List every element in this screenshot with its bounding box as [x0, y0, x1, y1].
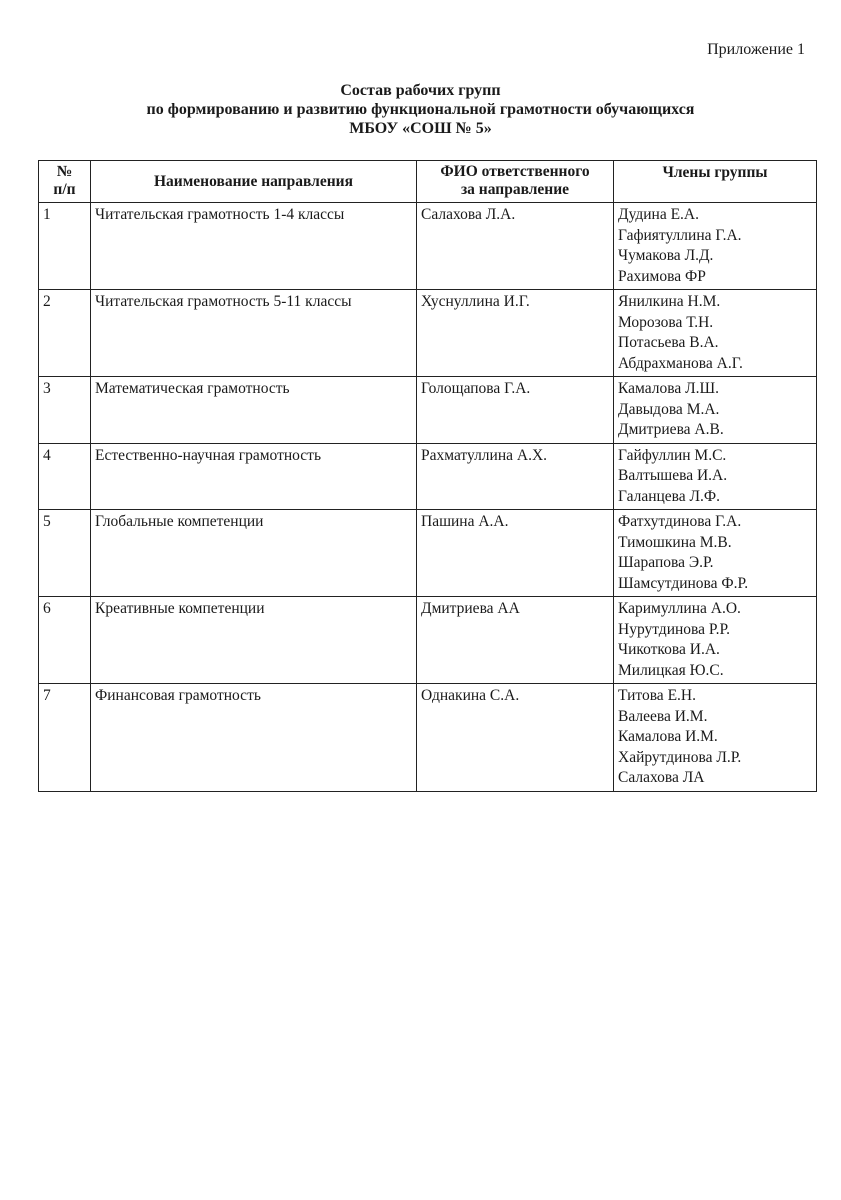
member-name: Хайрутдинова Л.Р. — [618, 748, 742, 766]
member-name: Титова Е.Н. — [618, 687, 696, 704]
member-name: Камалова Л.Ш. — [618, 380, 719, 397]
table-row — [39, 203, 817, 290]
member-name: Гафиятуллина Г.А. — [618, 226, 742, 244]
member-name: Давыдова М.А. — [618, 400, 720, 418]
direction-name-cell: Глобальные компетенции — [91, 510, 417, 597]
table-header-row — [39, 161, 817, 203]
members-cell — [614, 684, 817, 792]
appendix-label: Приложение 1 — [707, 41, 805, 58]
member-name: Гайфуллин М.С. — [618, 446, 727, 464]
responsible-cell: Голощапова Г.А. — [417, 377, 614, 444]
title-line-3: МБОУ «СОШ № 5» — [349, 120, 492, 137]
direction-name-cell: Финансовая грамотность — [91, 684, 417, 792]
header-num — [39, 161, 91, 203]
member-name: Милицкая Ю.С. — [618, 661, 724, 679]
responsible-cell: Рахматуллина А.Х. — [417, 443, 614, 510]
direction-name-cell: Читательская грамотность 5-11 классы — [91, 290, 417, 377]
responsible-cell: Пашина А.А. — [417, 510, 614, 597]
member-name: Янилкина Н.М. — [618, 293, 721, 310]
table-row — [39, 510, 817, 597]
member-name: Дудина Е.А. — [618, 206, 699, 223]
member-name: Валеева И.М. — [618, 707, 708, 725]
responsible-cell: Салахова Л.А. — [417, 203, 614, 290]
row-number-cell: 2 — [39, 290, 91, 377]
member-name: Валтышева И.А. — [618, 467, 728, 484]
table-body — [39, 203, 817, 792]
member-name: Морозова Т.Н. — [618, 313, 714, 331]
member-name: Шарапова Э.Р. — [618, 554, 714, 571]
table-row — [39, 597, 817, 684]
direction-name-cell: Математическая грамотность — [91, 377, 417, 444]
responsible-cell: Дмитриева АА — [417, 597, 614, 684]
member-name: Салахова ЛА — [618, 769, 705, 786]
member-name: Шамсутдинова Ф.Р. — [618, 574, 749, 592]
header-responsible — [417, 161, 614, 203]
table-row — [39, 684, 817, 792]
header-responsible-line-2: за направление — [460, 181, 570, 198]
member-name: Камалова И.М. — [618, 728, 718, 745]
header-num-line-2: п/п — [53, 181, 76, 198]
member-name: Рахимова ФР — [618, 267, 706, 285]
row-number-cell: 5 — [39, 510, 91, 597]
members-cell — [614, 203, 817, 290]
members-cell — [614, 377, 817, 444]
direction-name-cell: Креативные компетенции — [91, 597, 417, 684]
member-name: Абдрахманова А.Г. — [618, 354, 743, 372]
row-number-cell: 6 — [39, 597, 91, 684]
row-number-cell: 7 — [39, 684, 91, 792]
member-name: Чикоткова И.А. — [618, 641, 720, 658]
table-row — [39, 443, 817, 510]
title-line-1: Состав рабочих групп — [340, 82, 501, 99]
member-name: Нурутдинова Р.Р. — [618, 620, 731, 638]
responsible-cell: Хуснуллина И.Г. — [417, 290, 614, 377]
members-cell — [614, 290, 817, 377]
responsible-cell: Однакина С.А. — [417, 684, 614, 792]
members-cell — [614, 443, 817, 510]
member-name: Каримуллина А.О. — [618, 600, 741, 617]
header-responsible-line-1: ФИО ответственного — [440, 163, 590, 180]
header-num-line-1: № — [56, 163, 73, 180]
row-number-cell: 1 — [39, 203, 91, 290]
member-name: Фатхутдинова Г.А. — [618, 513, 742, 530]
table-row — [39, 290, 817, 377]
member-name: Потасьева В.А. — [618, 334, 719, 351]
row-number-cell: 4 — [39, 443, 91, 510]
direction-name-cell: Читательская грамотность 1-4 классы — [91, 203, 417, 290]
members-cell — [614, 597, 817, 684]
row-number-cell: 3 — [39, 377, 91, 444]
working-groups-table — [38, 160, 817, 792]
document-title — [0, 81, 841, 138]
header-members: Члены группы — [614, 161, 817, 203]
header-direction-name: Наименование направления — [91, 161, 417, 203]
title-line-2: по формированию и развитию функциональной грамотности обучающихся — [146, 101, 695, 118]
member-name: Тимошкина М.В. — [618, 533, 732, 551]
member-name: Галанцева Л.Ф. — [618, 487, 721, 505]
member-name: Чумакова Л.Д. — [618, 247, 714, 264]
member-name: Дмитриева А.В. — [618, 421, 724, 438]
direction-name-cell: Естественно-научная грамотность — [91, 443, 417, 510]
table-row — [39, 377, 817, 444]
members-cell — [614, 510, 817, 597]
